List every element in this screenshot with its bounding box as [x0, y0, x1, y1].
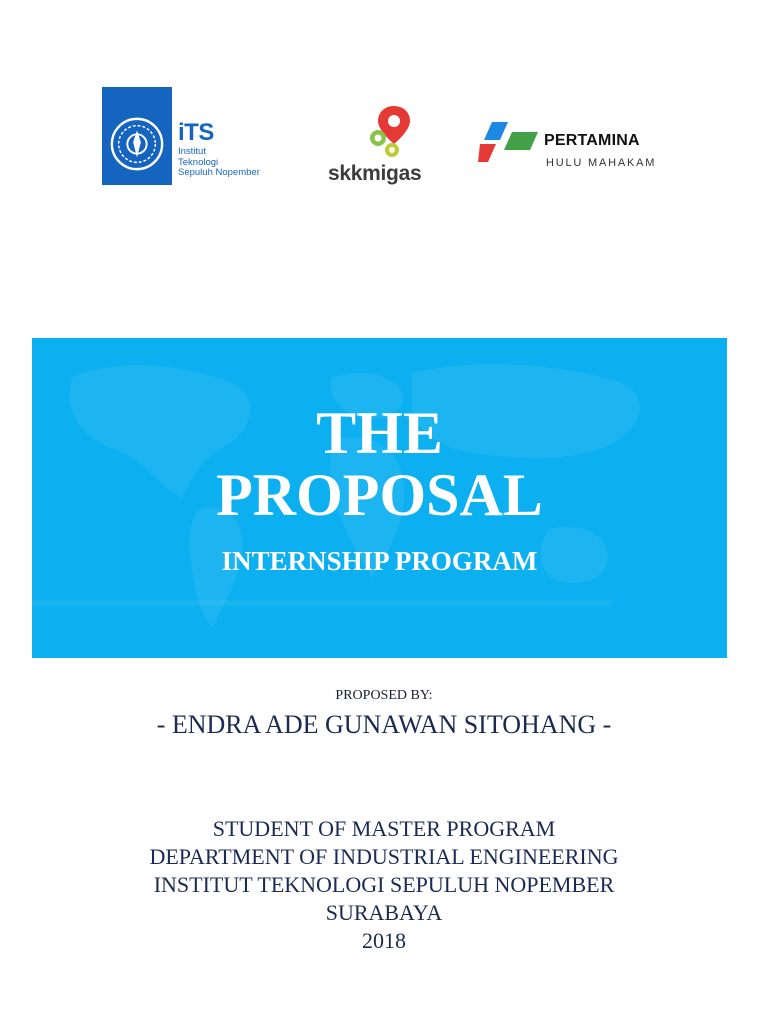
- its-line-teknologi: Teknologi: [178, 156, 219, 168]
- proposed-by-label: PROPOSED BY:: [335, 688, 433, 703]
- affiliation-department: DEPARTMENT OF INDUSTRIAL ENGINEERING: [149, 844, 619, 869]
- affiliation-program: STUDENT OF MASTER PROGRAM: [212, 816, 556, 841]
- banner-title-line2: PROPOSAL: [216, 462, 543, 528]
- banner-subtitle: INTERNSHIP PROGRAM: [221, 546, 538, 576]
- its-seal-icon: [108, 115, 166, 173]
- pertamina-arrow-icon: [478, 122, 540, 162]
- pertamina-subtitle: HULU MAHAKAM: [546, 157, 657, 169]
- affiliation-city: SURABAYA: [325, 900, 443, 925]
- pertamina-wordmark: PERTAMINA: [544, 132, 640, 149]
- its-wordmark: iTS: [178, 119, 214, 146]
- proposer-name: - ENDRA ADE GUNAWAN SITOHANG -: [156, 710, 612, 739]
- banner-title: [32, 402, 727, 526]
- its-subtitle: [178, 147, 260, 179]
- banner-title-line1: THE: [316, 400, 443, 466]
- its-logo: [102, 87, 274, 185]
- its-logo-block: [102, 87, 172, 185]
- skkmigas-logo: [318, 104, 458, 186]
- its-line-institut: Institut: [178, 146, 206, 157]
- pertamina-logo: [476, 110, 686, 186]
- affiliation-institute: INSTITUT TEKNOLOGI SEPULUH NOPEMBER: [153, 872, 615, 897]
- affiliation-year: 2018: [362, 928, 406, 953]
- skkmigas-pin-icon: [364, 104, 414, 160]
- its-line-sepuluh-nopember: Sepuluh Nopember: [178, 167, 260, 178]
- skkmigas-wordmark: skkmigas: [328, 162, 422, 185]
- affiliation-block: [0, 815, 768, 955]
- title-banner: [32, 338, 727, 658]
